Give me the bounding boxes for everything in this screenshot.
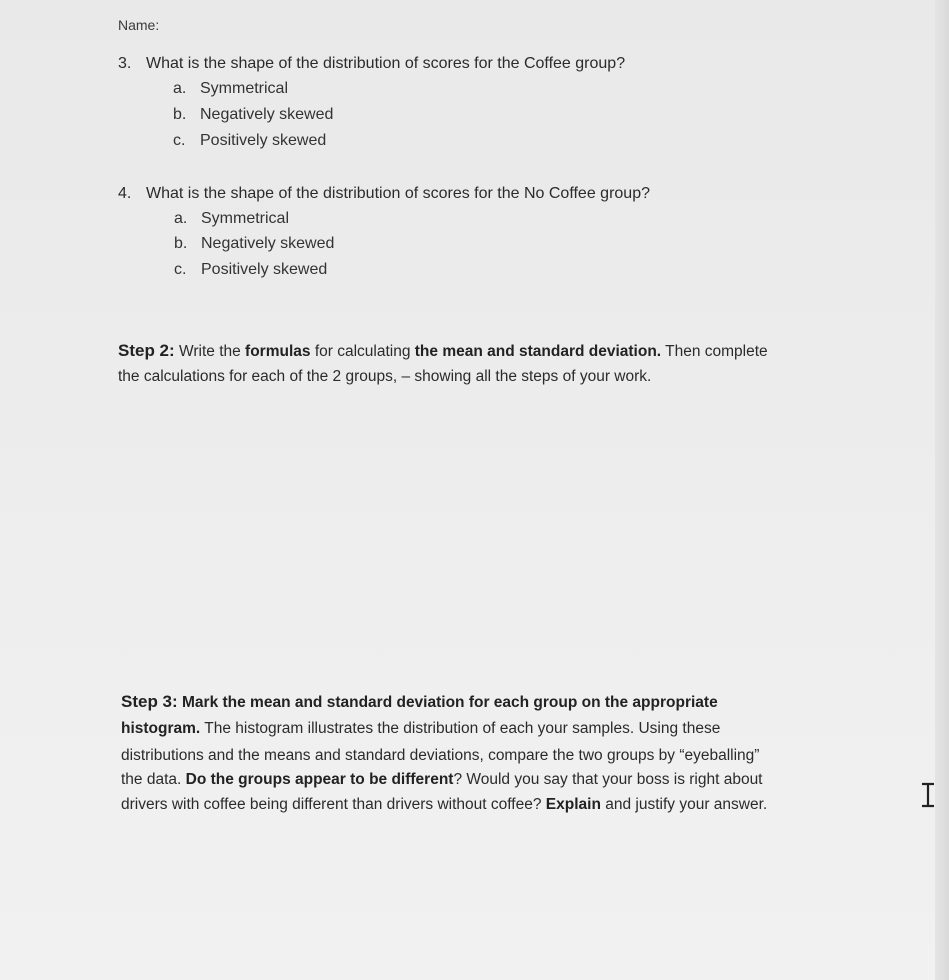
question-3-text: What is the shape of the distribution of scores for the Coffee group?	[146, 55, 626, 72]
question-4-option-c-text: Positively skewed	[201, 261, 328, 278]
question-3-option-b-letter: b.	[173, 106, 187, 123]
step-3-line-5	[121, 792, 767, 817]
step-3-label: Step 3:	[121, 692, 178, 711]
question-4-number: 4.	[118, 185, 132, 202]
step-3-instruction: Mark the mean and standard deviation for each group on the appropriate	[182, 694, 718, 711]
step-3-line-4-a: the data.	[121, 771, 186, 788]
question-4-option-a-letter: a.	[174, 210, 188, 227]
question-3-option-c-letter: c.	[173, 132, 186, 149]
step-2-mean-sd: the mean and standard deviation.	[414, 343, 662, 360]
step-2-label: Step 2:	[118, 341, 175, 360]
name-label: Name:	[118, 17, 160, 33]
step-2-formulas: formulas	[245, 343, 311, 360]
question-4-option-c-letter: c.	[174, 261, 187, 278]
step-3-explain: Explain	[545, 796, 601, 813]
question-3-option-a-text: Symmetrical	[200, 80, 289, 97]
step-3-histogram: histogram.	[121, 720, 201, 737]
question-4-text: What is the shape of the distribution of scores for the No Coffee group?	[146, 185, 650, 202]
step-2-text-e: Then complete	[661, 343, 768, 360]
step-3-line-5-a: drivers with coffee being different than drivers without coffee?	[121, 796, 546, 813]
step-3-line-3: distributions and the means and standard deviations, compare the two groups by “eyeballing”	[121, 747, 760, 764]
step-2-text-c: for calculating	[310, 343, 415, 360]
question-3-option-c-text: Positively skewed	[200, 132, 327, 149]
step-3-line-4-c: ? Would you say that your boss is right about	[453, 771, 763, 788]
question-4-option-b-text: Negatively skewed	[201, 235, 335, 252]
step-3-line-1	[121, 689, 718, 715]
step-3-line-2-text: The histogram illustrates the distribution of each your samples. Using these	[200, 720, 721, 737]
question-4-option-b-letter: b.	[174, 235, 188, 252]
step-3-line-2	[121, 716, 720, 741]
step-2-text-a: Write the	[179, 343, 246, 360]
step-2-line-2: the calculations for each of the 2 groups, – showing all the steps of your work.	[118, 368, 652, 385]
question-4-option-a-text: Symmetrical	[201, 210, 290, 227]
question-3-number: 3.	[118, 55, 132, 72]
page-edge	[935, 0, 949, 980]
step-3-line-4	[121, 767, 763, 792]
step-3-line-5-c: and justify your answer.	[600, 796, 768, 813]
step-3-question: Do the groups appear to be different	[185, 771, 454, 788]
question-3-option-b-text: Negatively skewed	[200, 106, 334, 123]
question-3-option-a-letter: a.	[173, 80, 187, 97]
step-2-line-1	[118, 338, 768, 364]
